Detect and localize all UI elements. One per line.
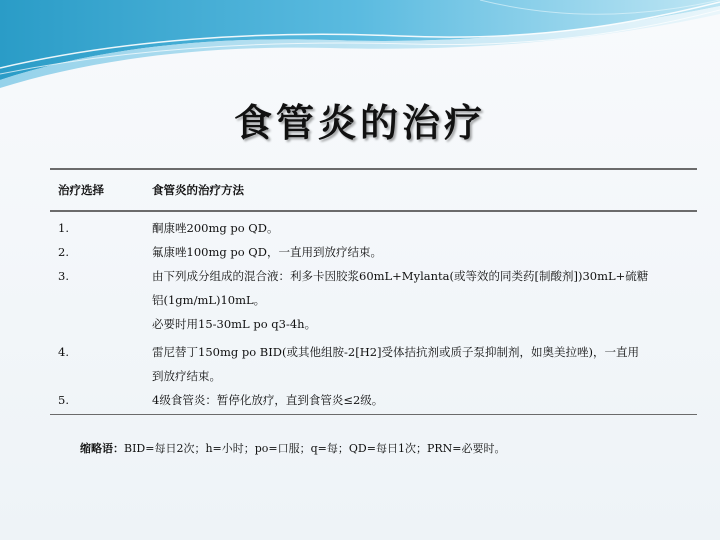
abbreviation-footnote [80, 440, 505, 456]
row-number: 5. [58, 392, 69, 407]
row-content [152, 240, 697, 264]
row-number: 3. [58, 268, 69, 283]
table-row [50, 388, 697, 412]
row-content [152, 264, 697, 336]
column-header-method: 食管炎的治疗方法 [152, 183, 244, 197]
row-content [152, 340, 697, 388]
table-row [50, 216, 697, 240]
treatment-table [50, 168, 697, 415]
row-text-line: 氟康唑100mg po QD，一直用到放疗结束。 [152, 244, 382, 259]
row-text-line: 4级食管炎：暂停化放疗，直到食管炎≤2级。 [152, 392, 384, 407]
row-content [152, 388, 697, 412]
row-text-line: 到放疗结束。 [152, 368, 221, 383]
row-number: 4. [58, 344, 69, 359]
footnote-label: 缩略语： [80, 442, 124, 455]
row-text-line: 雷尼替丁150mg po BID(或其他组胺-2[H2]受体拮抗剂或质子泵抑制剂，如奥美拉唑)，一直用 [152, 344, 640, 359]
row-text-line: 必要时用15-30mL po q3-4h。 [152, 316, 317, 331]
table-row [50, 240, 697, 264]
slide-title: 食管炎的治疗 [233, 101, 486, 145]
table-header-row [50, 170, 697, 210]
row-text-line: 酮康唑200mg po QD。 [152, 220, 279, 235]
column-header-option: 治疗选择 [58, 183, 104, 197]
row-content [152, 216, 697, 240]
table-body [50, 212, 697, 414]
row-text-line: 铝(1gm/mL)10mL。 [152, 292, 266, 307]
table-row [50, 264, 697, 336]
footnote-text: BID=每日2次；h=小时；po=口服；q=每；QD=每日1次；PRN=必要时。 [124, 442, 506, 455]
header-wave-decoration [0, 0, 720, 90]
table-row [50, 340, 697, 388]
row-text-line: 由下列成分组成的混合液：利多卡因胶浆60mL+Mylanta(或等效的同类药[制酸剂])30mL+硫糖 [152, 268, 649, 283]
table-bottom-rule [50, 414, 697, 416]
row-number: 2. [58, 244, 69, 259]
row-number: 1. [58, 220, 69, 235]
